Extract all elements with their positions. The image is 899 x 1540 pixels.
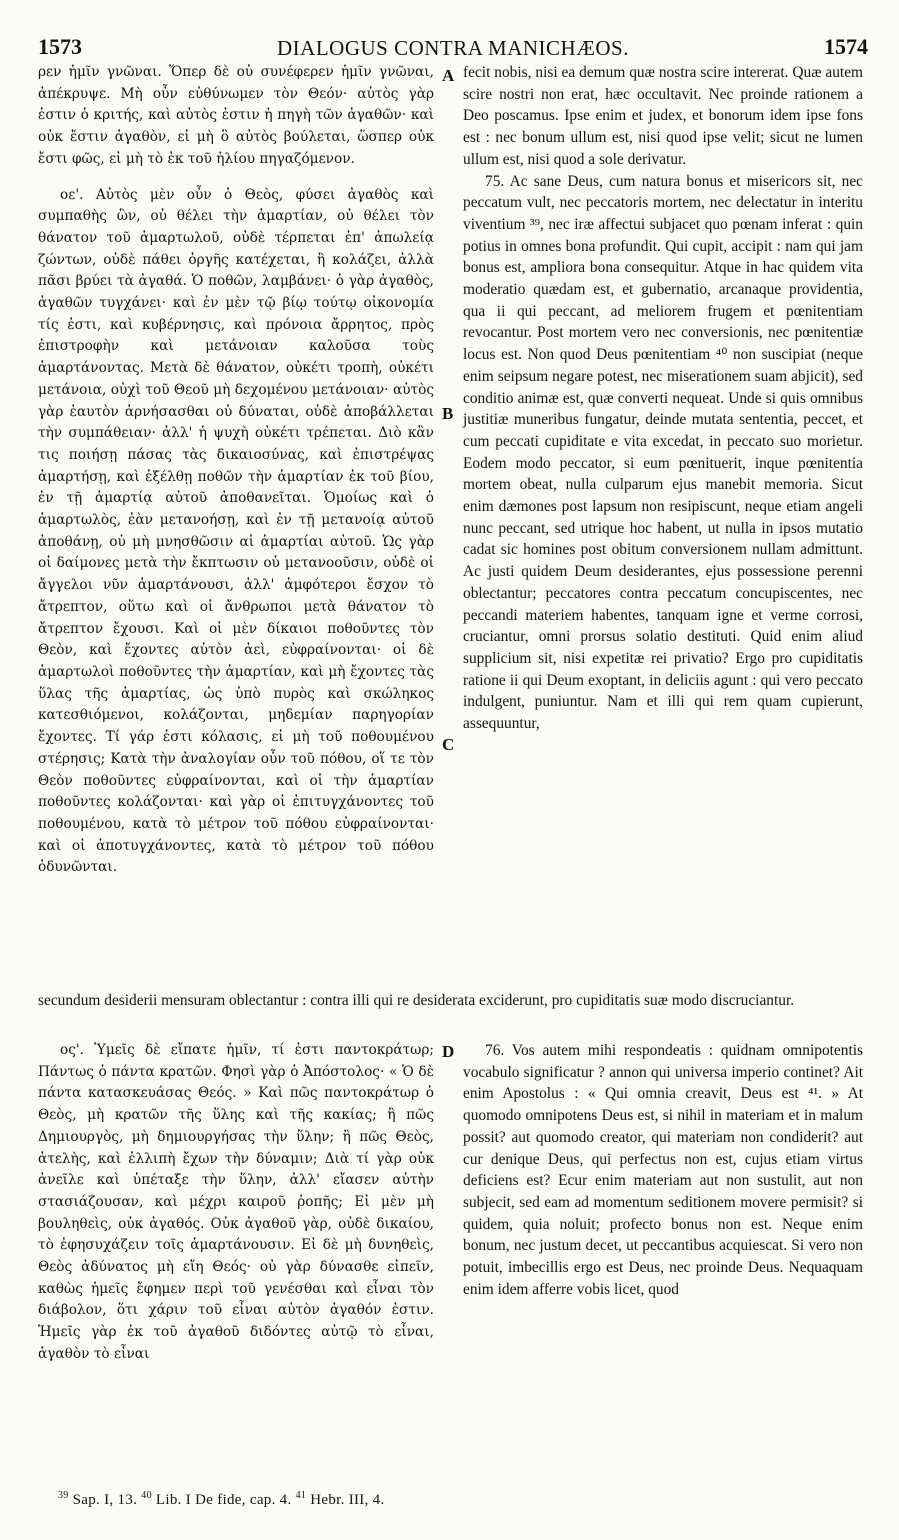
margin-letter-c: C <box>442 735 455 754</box>
margin-letter-a: A <box>442 66 455 85</box>
page-header <box>38 34 868 64</box>
footnote-number: 40 <box>141 1490 152 1501</box>
greek-paragraph-75-text: Αὐτὸς μὲν οὖν ὁ Θεὸς, φύσει ἀγαθὸς καὶ συμπαθὴς ὢν, οὐ θέλει τὴν ἁμαρτίαν, οὐ θέλει τὸν θάνατον τοῦ ἁμαρτωλοῦ, οὐδὲ τέρπεται ἐπ' ἀπωλείᾳ ζώντων, οὐδὲ πάθει ὀργῆς κατέχεται, ἢ κολάζει, ἀλλὰ πᾶσι βρύει τὰ ἀγαθά. Ὁ ποθῶν, λαμβάνει· ὁ γὰρ ἀγαθὸς, ἀγαθῶν τυγχάνει· καὶ ἐν μὲν τῷ βίῳ τούτῳ οἰκονομία τίς ἐστι, καὶ κυβέρνησις, καὶ πρόνοια ἄρρητος, πρὸς ἐπιστροφὴν καὶ μετάνοιαν καλοῦσα τοὺς ἁμαρτάνοντας. Μετὰ δὲ θάνατον, οὐκέτι τροπὴ, οὐκέτι μετάνοια, οὐχὶ τοῦ Θεοῦ μὴ δεχομένου μετάνοιαν· αὐτὸς γὰρ ἑαυτὸν ἀρνήσασθαι οὐ δύναται, οὐδὲ ἀποβάλλεται τὴν συμπάθειαν· ἀλλ' ἡ ψυχὴ οὐκέτι τρέπεται. Διὸ κἂν τις ποιήσῃ πάσας τὰς δικαιοσύνας, καὶ ἐπιστρέψας ἁμαρτήσῃ, καὶ ἐξέλθῃ ποθῶν τὴν ἁμαρτίαν ἐκ τοῦ βίου, ἐν τῇ ἁμαρτίᾳ αὐτοῦ ἀποθανεῖται. Ὁμοίως καὶ ὁ ἁμαρτωλὸς, ἐὰν μετανοήσῃ, καὶ ἐν τῇ μετανοίᾳ αὐτοῦ ἀποθάνῃ, οὐ μὴ μνησθῶσιν αἱ ἁμαρτίαι αὐτοῦ. Ὡς γὰρ οἱ δαίμονες μετὰ τὴν ἔκπτωσιν οὐ μετανοοῦσιν, οὐδὲ οἱ ἄγγελοι νῦν ἁμαρτάνουσι, ἀλλ' ἀμφότεροι ἔσχον τὸ ἄτρεπτον, οὕτω καὶ οἱ ἄνθρωποι μετὰ θάνατον τὸ ἄτρεπτον ἔχουσι. Καὶ οἱ μὲν δίκαιοι ποθοῦντες τὸν Θεὸν, καὶ ἔχοντες αὐτὸν ἀεὶ, εὐφραίνονται· οἱ δὲ ἁμαρτωλοὶ ποθοῦντες τὴν ἁμαρτίαν, καὶ μὴ ἔχοντες τὰς ὕλας τῆς ἁμαρτίας, ὡς ὑπὸ πυρὸς καὶ σκώληκος κατεσθιόμενοι, κολάζονται, μηδεμίαν παρηγορίαν ἔχοντες. Τί γάρ ἐστι κόλασις, εἰ μὴ τοῦ ποθουμένου στέρησις; Κατὰ τὴν ἀναλογίαν οὖν τοῦ πόθου, οἵ τε τὸν Θεὸν ποθοῦντες εὐφραίνονται, καὶ οἱ τὴν ἁμαρτίαν ποθοῦντες κολάζονται· καὶ γὰρ οἱ ἐπιτυγχάνοντες τοῦ ποθουμένου, κατὰ τὸ μέτρον τοῦ πόθου εὐφραίνονται· καὶ οἱ ἀποτυγχάνοντες, κατὰ τὸ μέτρον τοῦ πόθου ὀδυνῶνται. <box>38 186 434 876</box>
greek-paragraph-76 <box>38 1040 434 1366</box>
footnote-text: Hebr. III, 4. <box>306 1492 385 1508</box>
greek-paragraph-76-text: Ὑμεῖς δὲ εἴπατε ἡμῖν, τί ἐστι παντοκράτωρ; Πάντως ὁ πάντα κρατῶν. Φησὶ γὰρ ὁ Ἀπόστολος· « Ὁ δὲ πάντα κατασκευάσας Θεός. » Καὶ πῶς παντοκράτωρ ὁ Θεὸς, μὴ κρατῶν τῆς ὕλης καὶ τῆς κακίας; ἢ πῶς Δημιουργὸς, μὴ δημιουργήσας τὴν ὕλην; ἢ πῶς Θεὸς, ἀτελὴς, καὶ ἐλλιπὴ ἔχων τὴν δύναμιν; Διὰ τί γὰρ οὐκ ἀνεῖλε καὶ ὑπέταξε τὴν ὕλην, ἀλλ' εἴασεν αὐτὴν στασιάζουσαν, καὶ μέχρι καιροῦ ῥοπῆς; Εἰ μὲν μὴ βουληθεὶς, οὐκ ἀγαθός. Οὐκ ἀγαθοῦ γὰρ, οὐδὲ δικαίου, τὸ ἐφησυχάζειν τοῖς ἁμαρτάνουσιν. Εἰ δὲ μὴ δυνηθεὶς, Θεὸς ἀδύνατος μὴ εἴη Θεός· οὐ γὰρ δύνασθε εἰπεῖν, καθὼς ἡμεῖς ἔφημεν περὶ τοῦ γενέσθαι καὶ εἶναι τὸν διάβολον, ὅτι χάριν τοῦ εἶναι αὐτὸν ἀγαθόν ἐστιν. Ἡμεῖς γὰρ ἐκ τοῦ ἀγαθοῦ διδόντες αὐτῷ τὸ εἶναι, ἀγαθὸν τὸ εἶναι <box>38 1042 434 1362</box>
footnote-text: Sap. I, 13. <box>68 1492 142 1508</box>
latin-column-top <box>463 62 863 735</box>
latin-paragraph-75: 75. Ac sane Deus, cum natura bonus et misericors sit, nec peccatum vult, nec peccatoris mortem, nec delectatur in interitu viventium ³⁹, nec iræ affectui subjacet quo pœnam inferat : quin potius in omnes bona profundit. Qui cupit, accipit : nam qui jam bonus est, ampliora bona consequitur. Atque in hac quidem vita moderatio quædam est, et gubernatio, arcanaque providentia, qua ii qui peccant, ad meliorem frugem et pœnitentiam revocantur. Post mortem vero nec conversionis, nec pœnitentiæ locus est. Non quod Deus pœnitentiam ⁴⁰ non suscipiat (neque enim seipsum negare potest, nec miserationem suam abjicit), sed conditio animæ est, quæ converti nequeat. Unde si quis omnibus justitiæ muneribus fungatur, deinde mutata sententia, peccet, et cum peccati cupiditate e vita excedat, in peccato suo morietur. Eodem modo peccator, si eum pœnituerit, inque pœnitentia mortem obeat, nulla culparum ejus manebit memoria. Sicut enim dæmones post lapsum non resipiscunt, neque etiam angeli nunc peccant, sed utrique hoc habent, ut nulla in ipsos mutatio cadat sic homines post obitum conversionem nullam admittunt. Ac justi quidem Deum desiderantes, ejus possessione perenni oblectantur; peccatores contra peccatum concupiscentes, nec peccandi materiem habentes, tanquam igne et verme corrosi, cruciantur, omni prorsus solatio destituti. Quid enim aliud supplicium sit, nisi expetitæ rei privatio? Ergo pro cupiditatis ratione ii qui Deum exoptant, in deliciis agunt : qui vero peccato indulgent, puniuntur. Nam et illi qui rem quam cupierunt, assequuntur, <box>463 172 863 733</box>
page-number-right: 1574 <box>824 34 868 59</box>
latin-paragraph-74-end: fecit nobis, nisi ea demum quæ nostra scire intererat. Quæ autem scire nostri non erat, hæc occultavit. Nec proinde rationem a Deo poscamus. Ipse enim et judex, et bonorum idem ipse fons est : nec bonum ullum est, nisi quod ipse velit; sicut ne lumen ullum est, nisi quod a sole derivatur. <box>463 64 863 168</box>
latin-column-bottom <box>463 1040 863 1300</box>
latin-paragraph-76: 76. Vos autem mihi respondeatis : quidnam omnipotentis vocabulo significatur ? annon qui universa imperio continet? Ait enim Apostolus : « Qui omnia creavit, Deus est ⁴¹. » At quomodo omnipotens Deus est, si nihil in materiam et in malum possit? aut quomodo creator, qui materiam non condiderit? aut cur denique Deus, qui perfectus non est, cujus etiam virtus deficiens est? Ecur enim materiam aut non sustulit, aut non subjecit, sed eam ad momentum seditionem movere permisit? si quidem, quia noluit; profecto bonus non est. Neque enim bonum, nec justum decet, ut peccantibus acquiescat. Si vero non potuit, imbecillis ergo est Deus, nec proinde Deus. Nequaquam enim idem afferre vobis licet, quod <box>463 1042 863 1298</box>
footnote-number: 39 <box>58 1490 69 1501</box>
footnote-text: Lib. I De fide, cap. 4. <box>151 1492 296 1508</box>
section-number: ος'. <box>60 1042 85 1058</box>
greek-column-top <box>38 62 434 879</box>
greek-column-bottom <box>38 1040 434 1366</box>
margin-letter-b: B <box>442 404 454 423</box>
section-number: οε'. <box>60 186 84 203</box>
running-title: DIALOGUS CONTRA MANICHÆOS. <box>277 36 629 60</box>
footnote <box>141 1492 295 1508</box>
page-number-left: 1573 <box>38 34 82 59</box>
footnote <box>58 1492 141 1508</box>
footnote-number: 41 <box>295 1490 307 1501</box>
latin-continuation-span <box>38 990 863 1012</box>
greek-paragraph-74-end: ρεν ἡμῖν γνῶναι. Ὅπερ δὲ οὐ συνέφερεν ἡμῖν γνῶναι, ἀπέκρυψε. Μὴ οὖν εὐθύνωμεν τὸν Θεόν· αὐτὸς γὰρ ἐστιν ὁ κριτής, καὶ αὐτὸς ἐστιν ἡ πηγὴ τῶν ἀγαθῶν· καὶ οὐκ ἔστιν ἀγαθὸν, εἰ μὴ ὃ αὐτὸς βούλεται, ὥσπερ οὐκ ἔστι φῶς, εἰ μὴ τὸ ἐκ τοῦ ἡλίου πηγαζόμενον. <box>38 64 434 167</box>
greek-paragraph-75 <box>38 185 434 880</box>
footnotes <box>58 1490 385 1509</box>
margin-letter-d: D <box>442 1042 455 1061</box>
footnote <box>296 1492 385 1508</box>
latin-span-text: secundum desiderii mensuram oblectantur : contra illi qui re desiderata exciderunt, pro cupiditatis suæ modo discruciantur. <box>38 992 795 1009</box>
